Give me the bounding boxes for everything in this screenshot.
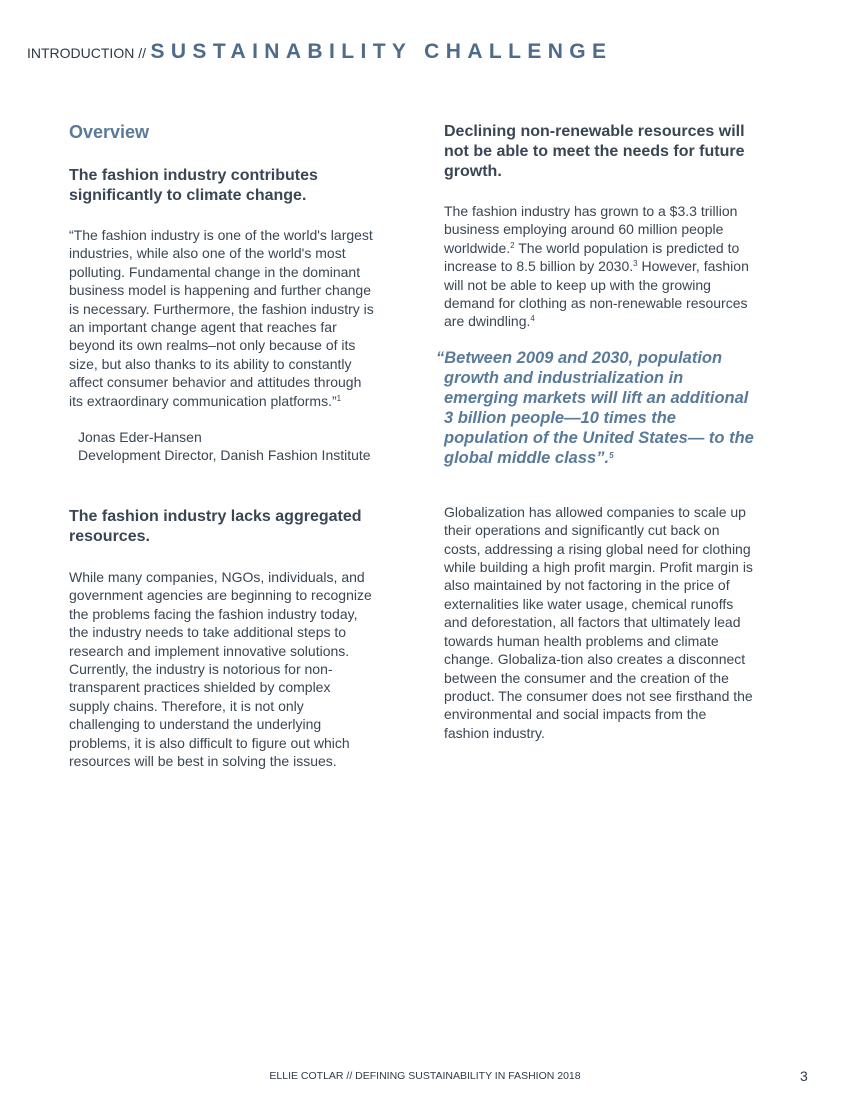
non-renewable-heading: Declining non-renewable resources will not be able to meet the needs for future growth. [444, 123, 745, 180]
page-footer: ELLIE COTLAR // DEFINING SUSTAINABILITY IN FASHION 2018 [269, 1070, 581, 1082]
footnote-ref-1: 1 [336, 393, 342, 403]
right-column [436, 120, 754, 742]
page-header [27, 40, 612, 64]
footnote-ref-5: 5 [609, 450, 614, 460]
attribution-role: Development Director, Danish Fashion Institute [78, 447, 371, 464]
section-prefix: INTRODUCTION // [27, 45, 146, 61]
growth-body-part1: The fashion industry has grown to a $3.3 trillion business employing around 60 million people worldwide. [444, 203, 738, 256]
left-column [69, 120, 374, 770]
pull-quote-open-mark: “ [436, 348, 445, 367]
footnote-ref-4: 4 [530, 314, 535, 324]
industry-quote [69, 226, 374, 410]
aggregated-resources-heading: The fashion industry lacks aggregated resources. [69, 507, 362, 545]
industry-quote-text: “The fashion industry is one of the world's largest industries, while also one of the world's most polluting. Fundamental change in the dominant business model is happening and further change is necessary. Furthermore, the fashion industry is an important change agent that reaches far beyond its own realms–not only because of its size, but also thanks to its ability to constantly affect consumer behavior and attitudes through its extraordinary communication platforms.” [69, 227, 374, 409]
overview-title: Overview [69, 122, 150, 142]
growth-body-part2: The world population is predicted to increase to 8.5 billion by 2030. [444, 239, 740, 275]
section-title: SUSTAINABILITY CHALLENGE [150, 40, 613, 63]
growth-body [444, 202, 754, 331]
globalization-body: Globalization has allowed companies to scale up their operations and significantly cut back on costs, addressing a rising global need for clothing while building a high profit margin. Profit margin is also maintained by not factoring in the price of externalities like water usage, chemical runoffs and deforestation, all factors that ultimately lead towards human health problems and climate change. Globaliza-tion also creates a disconnect between the consumer and the creation of the product. The consumer does not see firsthand the environmental and social impacts from the fashion industry. [444, 503, 753, 741]
footnote-ref-2: 2 [510, 240, 515, 250]
pull-quote [436, 348, 754, 468]
growth-body-part3: However, fashion will not be able to keep up with the growing demand for clothing as non-renewable resources are dwindling. [444, 258, 749, 330]
aggregated-resources-body: While many companies, NGOs, individuals, and government agencies are beginning to recognize the problems facing the fashion industry today, the industry needs to take additional steps to research and implement innovative solutions. Currently, the industry is notorious for non-transparent practices shielded by complex supply chains. Therefore, it is not only challenging to understand the underlying problems, it is also difficult to figure out which resources will be best in solving the issues. [69, 568, 372, 769]
page-number: 3 [800, 1068, 808, 1084]
attribution-name: Jonas Eder-Hansen [78, 429, 202, 446]
footnote-ref-3: 3 [633, 259, 638, 269]
pull-quote-text: Between 2009 and 2030, population growth and industrialization in emerging markets will lift an additional 3 billion people—10 times the population of the United States— to the global middle class”. [444, 348, 754, 467]
climate-change-heading: The fashion industry contributes significantly to climate change. [69, 167, 318, 204]
